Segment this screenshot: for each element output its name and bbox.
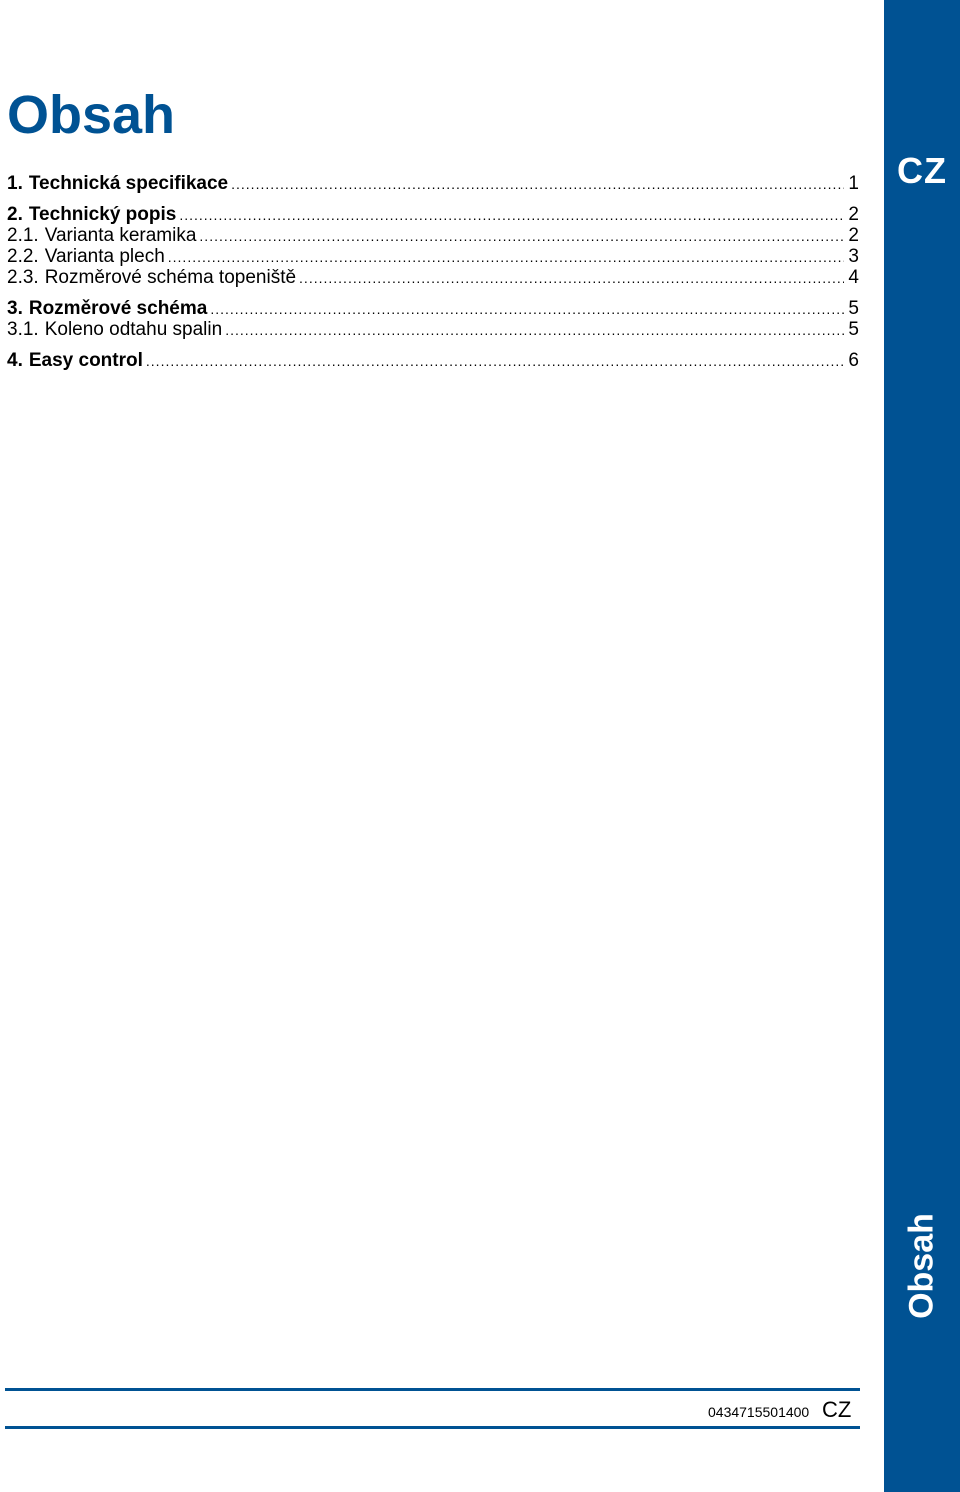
toc-leader-dots [199, 226, 844, 247]
toc-leader-dots [146, 351, 844, 372]
toc-entry-page: 2 [848, 225, 859, 246]
toc-entry-label: Varianta plech [44, 246, 165, 267]
toc-entry-page: 6 [848, 350, 859, 371]
toc-entry[interactable] [7, 350, 859, 371]
footer-language-label: CZ [822, 1397, 852, 1422]
footer-divider-bottom [5, 1426, 860, 1429]
toc-entry-label: Rozměrové schéma topeniště [44, 267, 297, 288]
toc-leader-dots [299, 268, 844, 289]
toc-entry-number: 1. [7, 173, 23, 194]
footer-divider-top [5, 1388, 860, 1391]
toc-entry-number: 3.1. [7, 319, 39, 340]
toc-entry[interactable] [7, 225, 859, 246]
toc-entry-page: 5 [848, 319, 859, 340]
toc-entry-label: Technický popis [28, 204, 177, 225]
toc-entry-page: 2 [848, 204, 859, 225]
toc-entry[interactable] [7, 246, 859, 267]
page-title: Obsah [7, 85, 176, 145]
toc-entry-label: Technická specifikace [28, 173, 229, 194]
toc-leader-dots [231, 174, 844, 195]
document-code: 0434715501400 [708, 1404, 810, 1420]
toc-entry-number: 2.1. [7, 225, 39, 246]
toc-leader-dots [179, 205, 844, 226]
toc-leader-dots [168, 247, 844, 268]
toc-entry-label: Varianta keramika [44, 225, 197, 246]
toc-entry-number: 4. [7, 350, 23, 371]
toc-entry-page: 3 [848, 246, 859, 267]
toc-entry-number: 3. [7, 298, 23, 319]
toc-entry-page: 1 [848, 173, 859, 194]
toc-leader-dots [210, 299, 844, 320]
side-tab-bar [884, 0, 960, 1492]
toc-entry-number: 2.3. [7, 267, 39, 288]
toc-entry-page: 4 [848, 267, 859, 288]
toc-entry[interactable] [7, 267, 859, 288]
toc-leader-dots [225, 320, 844, 341]
table-of-contents [7, 173, 859, 371]
toc-entry[interactable] [7, 204, 859, 225]
toc-entry[interactable] [7, 173, 859, 194]
toc-entry-number: 2.2. [7, 246, 39, 267]
toc-entry-page: 5 [848, 298, 859, 319]
toc-entry-label: Rozměrové schéma [28, 298, 208, 319]
toc-entry-number: 2. [7, 204, 23, 225]
toc-entry[interactable] [7, 298, 859, 319]
toc-entry-label: Koleno odtahu spalin [44, 319, 223, 340]
toc-entry[interactable] [7, 319, 859, 340]
language-label: CZ [897, 150, 947, 191]
toc-entry-label: Easy control [28, 350, 143, 371]
section-label: Obsah [902, 1213, 941, 1319]
